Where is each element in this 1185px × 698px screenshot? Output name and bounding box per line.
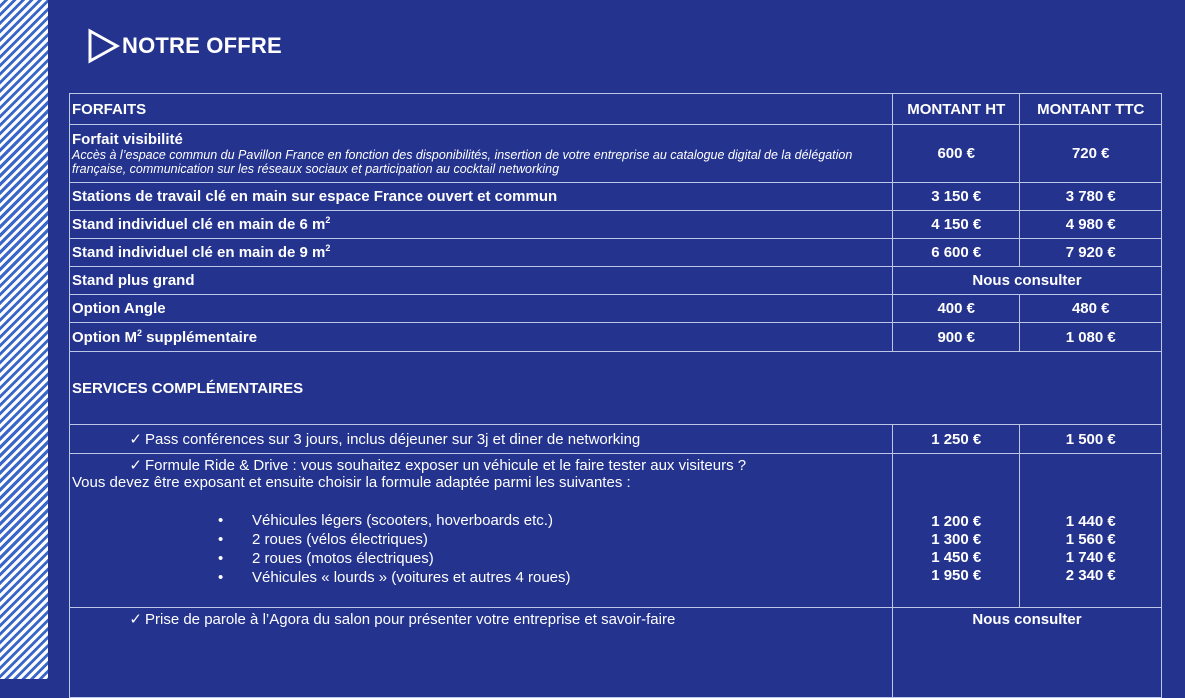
service-ride-cell — [70, 454, 893, 608]
table-row — [70, 267, 1162, 295]
ride-options-list — [72, 511, 890, 587]
ride-prices-ttc — [1020, 454, 1162, 608]
checkmark-icon: ✓ — [129, 611, 142, 628]
row-label: Stand plus grand — [70, 267, 893, 295]
price-ttc: 4 980 € — [1020, 211, 1162, 239]
service-agora-cell — [70, 608, 893, 698]
superscript: 2 — [136, 327, 142, 338]
price-ht: 1 250 € — [893, 425, 1020, 454]
table-row — [70, 323, 1162, 352]
header-montant-ttc: MONTANT TTC — [1020, 94, 1162, 125]
list-item: • 2 roues (motos électriques) — [252, 549, 890, 568]
price-ht: 400 € — [893, 295, 1020, 323]
row-label: Stations de travail clé en main sur espace France ouvert et commun — [70, 183, 893, 211]
price-merged: Nous consulter — [893, 267, 1162, 295]
row-label-cell — [70, 211, 893, 239]
price-ttc: 7 920 € — [1020, 239, 1162, 267]
price-merged: Nous consulter — [893, 608, 1162, 698]
row-label-cell — [70, 323, 893, 352]
ride-prices-ht — [893, 454, 1020, 608]
services-section-row — [70, 352, 1162, 425]
row-label: Stand individuel clé en main de 9 m — [72, 244, 326, 261]
row-label: Forfait visibilité — [72, 131, 183, 148]
table-row — [70, 295, 1162, 323]
service-note: Vous devez être exposant et ensuite choisir la formule adaptée parmi les suivantes : — [72, 474, 631, 491]
price-ht: 900 € — [893, 323, 1020, 352]
price-ttc: 1 500 € — [1020, 425, 1162, 454]
price-ttc: 480 € — [1020, 295, 1162, 323]
table-row — [70, 239, 1162, 267]
services-title: SERVICES COMPLÉMENTAIRES — [70, 352, 1162, 425]
list-item: • Véhicules légers (scooters, hoverboards etc.) — [252, 511, 890, 530]
table-row — [70, 211, 1162, 239]
page-title: NOTRE OFFRE — [122, 33, 282, 58]
price-ttc: 720 € — [1020, 125, 1162, 183]
offer-table — [69, 93, 1162, 698]
table-row — [70, 425, 1162, 454]
price-ht: 6 600 € — [893, 239, 1020, 267]
price-ttc: 1 440 € — [1065, 513, 1116, 530]
price-ttc: 3 780 € — [1020, 183, 1162, 211]
price-ttc: 1 560 € — [1065, 531, 1116, 548]
table-row — [70, 454, 1162, 608]
table-row — [70, 125, 1162, 183]
decorative-stripe — [0, 0, 48, 679]
price-ht: 3 150 € — [893, 183, 1020, 211]
page-header — [88, 28, 282, 64]
price-ttc: 1 080 € — [1020, 323, 1162, 352]
table-row — [70, 183, 1162, 211]
row-label-cell — [70, 239, 893, 267]
checkmark-icon: ✓ — [129, 430, 142, 448]
header-forfaits: FORFAITS — [70, 94, 893, 125]
row-label: Stand individuel clé en main de 6 m — [72, 216, 326, 233]
price-ht: 1 200 € — [931, 513, 982, 530]
service-label: Formule Ride & Drive : vous souhaitez exposer un véhicule et le faire tester aux visiteurs ? — [145, 457, 747, 474]
price-ttc: 1 740 € — [1065, 549, 1116, 566]
price-ht: 4 150 € — [893, 211, 1020, 239]
service-label: Pass conférences sur 3 jours, inclus déjeuner sur 3j et diner de networking — [145, 430, 641, 448]
price-ht: 1 300 € — [931, 531, 982, 548]
row-label: Option M — [72, 328, 137, 346]
row-label: Option Angle — [70, 295, 893, 323]
superscript: 2 — [325, 215, 331, 225]
checkmark-icon: ✓ — [129, 457, 142, 474]
list-item: • Véhicules « lourds » (voitures et autres 4 roues) — [252, 568, 890, 587]
service-label: Prise de parole à l’Agora du salon pour présenter votre entreprise et savoir-faire — [145, 611, 676, 628]
header-montant-ht: MONTANT HT — [893, 94, 1020, 125]
list-item: • 2 roues (vélos électriques) — [252, 530, 890, 549]
price-ht: 600 € — [893, 125, 1020, 183]
table-row — [70, 608, 1162, 698]
price-ht: 1 450 € — [931, 549, 982, 566]
row-description: Accès à l’espace commun du Pavillon France en fonction des disponibilités, insertion de votre entreprise au catalogue digital de la délégation française, communication sur les réseaux sociaux et participation au cocktail networking — [72, 148, 853, 176]
service-pass-cell — [70, 425, 893, 454]
price-ttc: 2 340 € — [1065, 567, 1116, 584]
row-label-suffix: supplémentaire — [142, 328, 258, 346]
price-ht: 1 950 € — [931, 567, 982, 584]
table-header-row — [70, 94, 1162, 125]
superscript: 2 — [325, 243, 331, 253]
play-arrow-icon — [88, 28, 120, 64]
